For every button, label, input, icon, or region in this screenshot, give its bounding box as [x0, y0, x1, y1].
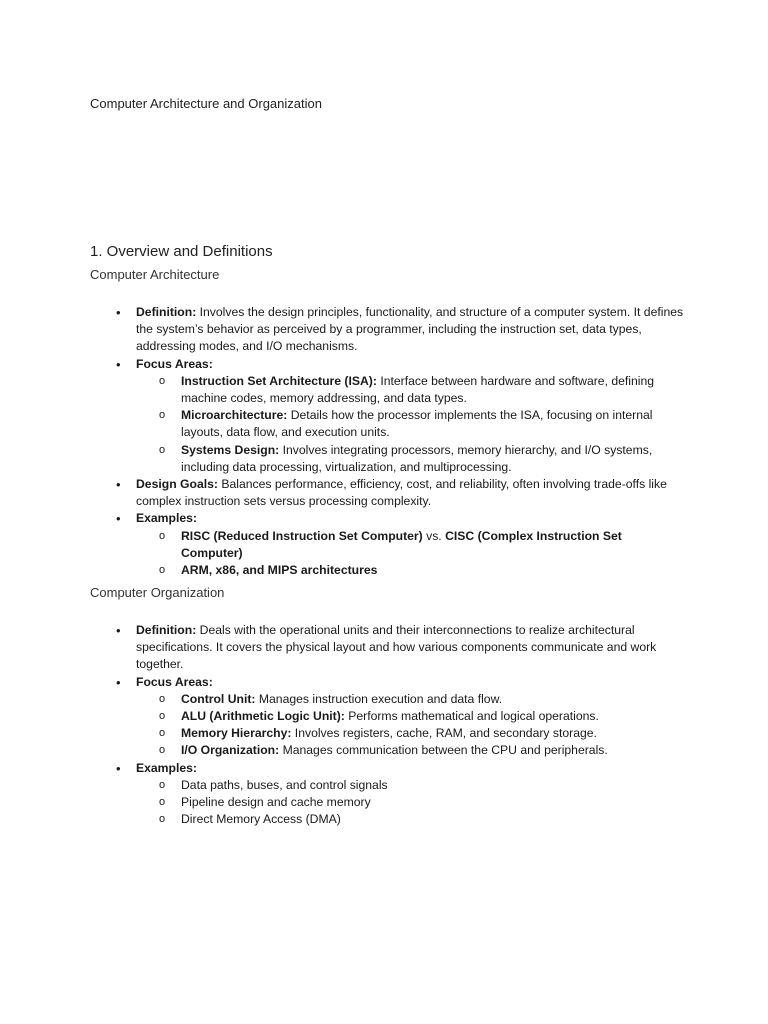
list-item — [181, 442, 684, 476]
list-item — [136, 760, 684, 829]
focus-areas-list — [136, 691, 684, 760]
example-vs: vs. — [422, 528, 446, 543]
example-architectures: ARM, x86, and MIPS architectures — [181, 563, 378, 578]
design-goals-label: Design Goals: — [136, 477, 218, 492]
definition-label: Definition: — [136, 623, 197, 637]
examples-list — [136, 777, 684, 829]
definition-label: Definition: — [136, 305, 197, 319]
item-text: Manages communication between the CPU and peripherals. — [279, 743, 608, 758]
list-item — [181, 528, 684, 562]
organization-list — [136, 622, 684, 828]
list-item — [136, 356, 684, 476]
item-text: Manages instruction execution and data flow. — [255, 691, 503, 706]
item-label: Instruction Set Architecture (ISA): — [181, 373, 377, 388]
examples-label: Examples: — [136, 760, 197, 775]
examples-list — [136, 528, 684, 580]
list-item — [136, 510, 684, 579]
architecture-list — [136, 304, 684, 579]
document-title: Computer Architecture and Organization — [90, 96, 322, 111]
item-text: Performs mathematical and logical operations. — [344, 709, 599, 724]
list-item: o Data paths, buses, and control signals — [181, 777, 684, 794]
list-item: o Pipeline design and cache memory — [181, 794, 684, 811]
organization-heading: Computer Organization — [90, 585, 225, 600]
definition-text: Deals with the operational units and their interconnections to realize architectural specifications. It covers the physical layout and how various components communicate and work together. — [136, 623, 657, 672]
architecture-heading: Computer Architecture — [90, 267, 220, 282]
list-item — [181, 562, 684, 579]
list-item — [181, 691, 684, 708]
list-item — [181, 742, 684, 759]
definition-text: Involves the design principles, functionality, and structure of a computer system. It defines the system’s behavior as perceived by a programmer, including the instruction set, data types, addressing modes, and I/O mechanisms. — [136, 305, 684, 354]
list-item — [181, 373, 684, 407]
list-item — [181, 708, 684, 725]
list-item — [136, 622, 684, 674]
design-goals-text: Balances performance, efficiency, cost, and reliability, often involving trade-offs like complex instruction sets versus processing complexity. — [136, 477, 667, 509]
item-label: ALU (Arithmetic Logic Unit): — [181, 709, 345, 724]
focus-areas-label: Focus Areas: — [136, 356, 213, 371]
list-item — [181, 407, 684, 441]
item-text: Interface between hardware and software, defining machine codes, memory addressing, and data types. — [181, 373, 655, 406]
section-heading: 1. Overview and Definitions — [90, 243, 273, 260]
list-item — [181, 725, 684, 742]
list-item — [136, 674, 684, 760]
item-label: Systems Design: — [181, 442, 280, 457]
item-text: Involves registers, cache, RAM, and secondary storage. — [291, 726, 597, 741]
item-text: Details how the processor implements the ISA, focusing on internal layouts, data flow, and execution units. — [181, 408, 653, 440]
list-item — [136, 304, 684, 356]
item-text: Involves integrating processors, memory hierarchy, and I/O systems, including data processing, virtualization, and multiprocessing. — [181, 442, 653, 474]
example-risc: RISC (Reduced Instruction Set Computer) — [181, 528, 423, 543]
list-item — [136, 476, 684, 510]
examples-label: Examples: — [136, 511, 197, 526]
focus-areas-label: Focus Areas: — [136, 674, 213, 689]
example-cisc: CISC (Complex Instruction Set Computer) — [181, 528, 622, 560]
list-item: o Direct Memory Access (DMA) — [181, 811, 684, 828]
item-label: I/O Organization: — [181, 743, 280, 758]
focus-areas-list — [136, 373, 684, 476]
item-label: Microarchitecture: — [181, 408, 288, 423]
item-label: Control Unit: — [181, 691, 256, 706]
item-label: Memory Hierarchy: — [181, 726, 292, 741]
